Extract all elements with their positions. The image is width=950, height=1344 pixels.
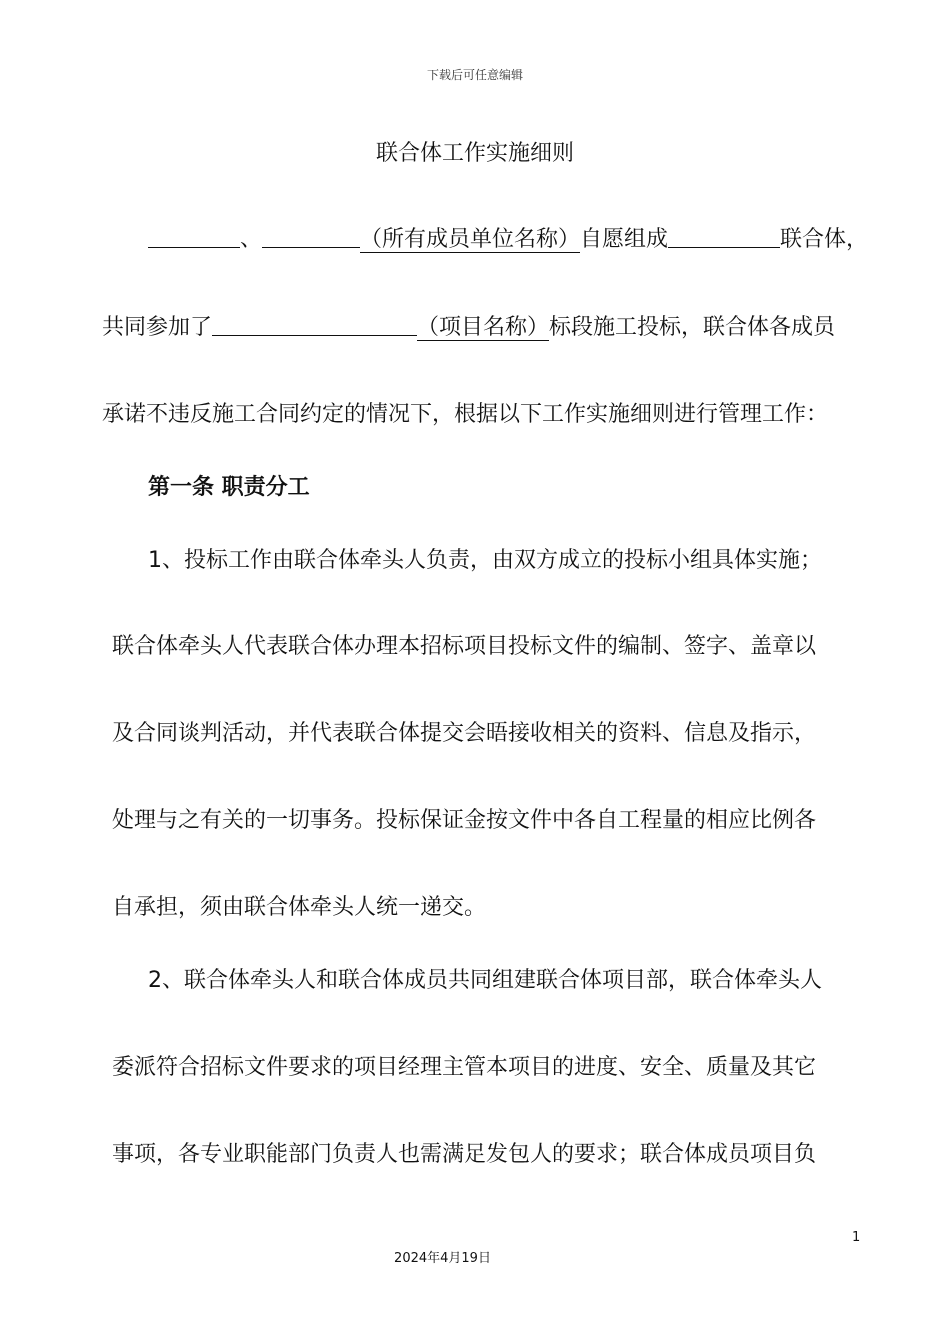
body-line: 1、投标工作由联合体牵头人负责，由双方成立的投标小组具体实施； [148, 548, 822, 573]
header-note: 下载后可任意编辑 [426, 68, 523, 82]
blank-member-2 [262, 225, 360, 248]
intro-line-1 [148, 222, 868, 253]
section-heading: 第一条 职责分工 [148, 475, 310, 500]
bid-text: 标段施工投标，联合体各成员 [549, 315, 836, 340]
intro-line-3: 承诺不违反施工合同约定的情况下，根据以下工作实施细则进行管理工作： [102, 402, 829, 427]
intro-line-2 [102, 310, 835, 341]
body-line: 事项，各专业职能部门负责人也需满足发包人的要求；联合体成员项目负 [112, 1142, 817, 1167]
formed-text: 自愿组成 [580, 227, 669, 252]
document-title: 联合体工作实施细则 [375, 141, 574, 166]
body-line: 2、联合体牵头人和联合体成员共同组建联合体项目部，联合体牵头人 [148, 968, 822, 993]
blank-consortium-name [668, 225, 780, 248]
project-hint: （项目名称） [417, 315, 550, 340]
separator: 、 [240, 227, 263, 252]
consortium-end-text: 联合体， [780, 227, 869, 252]
blank-member-1 [148, 225, 240, 248]
blank-project-name [212, 313, 417, 336]
body-line: 处理与之有关的一切事务。投标保证金按文件中各自工程量的相应比例各 [112, 808, 817, 833]
body-line: 自承担，须由联合体牵头人统一递交。 [112, 895, 487, 920]
members-hint: （所有成员单位名称） [360, 227, 581, 252]
body-line: 委派符合招标文件要求的项目经理主管本项目的进度、安全、质量及其它 [112, 1055, 817, 1080]
body-line: 联合体牵头人代表联合体办理本招标项目投标文件的编制、签字、盖章以 [112, 634, 817, 659]
page-number: 1 [852, 1230, 861, 1245]
footer-date: 2024年4月19日 [394, 1251, 491, 1266]
body-line: 及合同谈判活动，并代表联合体提交会晤接收相关的资料、信息及指示， [112, 721, 817, 746]
joined-text: 共同参加了 [102, 315, 213, 340]
